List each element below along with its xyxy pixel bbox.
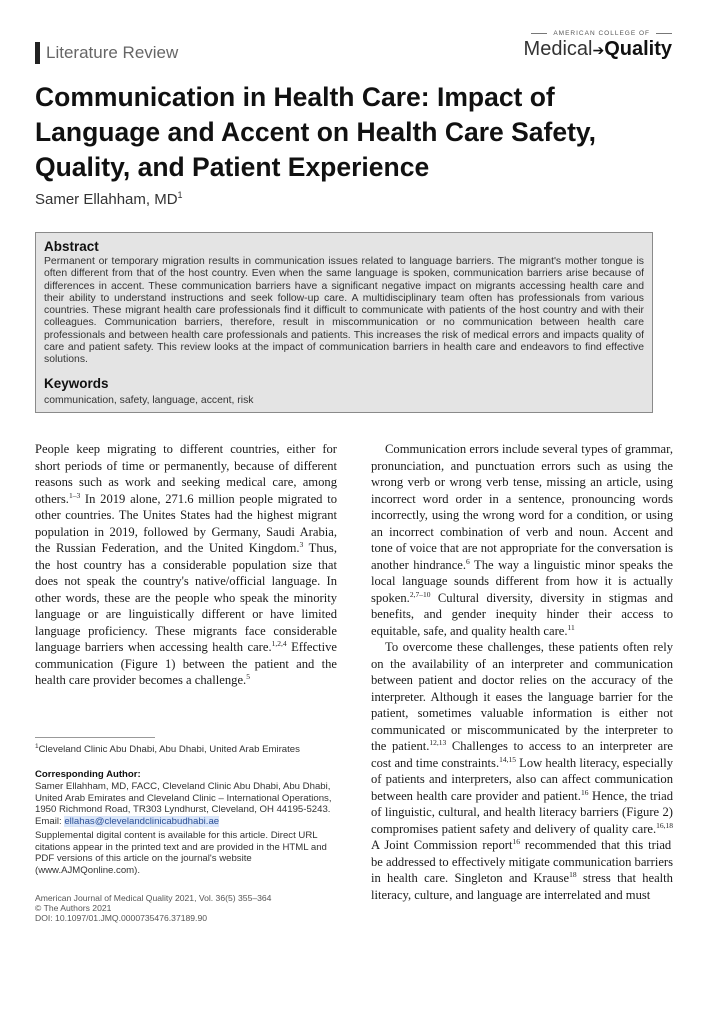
citation-ref: 18 (569, 869, 577, 879)
citation-ref: 11 (567, 622, 575, 632)
article-title: Communication in Health Care: Impact of Language and Accent on Health Care Safety, Quality, and Patient Experience (35, 82, 597, 182)
arrow-icon: ➔ (592, 42, 605, 58)
keywords-text: communication, safety, language, accent, risk (44, 395, 254, 407)
journal-citation: American Journal of Medical Quality 2021, Vol. 36(5) 355–364 © The Authors 2021 DOI: 10.1097/01.JMQ.0000735476.37189.90 (35, 893, 272, 924)
citation-ref: 1,2,4 (271, 638, 287, 648)
abstract-heading: Abstract (44, 239, 99, 254)
journal-name-quality: Quality (604, 38, 672, 60)
abstract-box (35, 232, 653, 413)
journal-org-label: AMERICAN COLLEGE OF (553, 30, 650, 37)
citation-ref: 16 (580, 787, 589, 797)
citation-ref: 16,18 (656, 820, 673, 830)
citation-ref: 12,13 (429, 737, 447, 747)
body-column-right (371, 441, 673, 903)
corresponding-author-details: Samer Ellahham, MD, FACC, Cleveland Clinic Abu Dhabi, Abu Dhabi, United Arab Emirates and Cleveland Clinic – International Operations, 1950 Richmond Road, TR303 Lyndhurst, Cleveland, OH 44195-5243. Email: ellahas@clevelandclinicabudhabi.ae (35, 781, 332, 827)
author-name: Samer Ellahham, MD (35, 191, 178, 208)
citation-ref: 6 (466, 556, 470, 566)
journal-logo (512, 30, 672, 61)
citation-ref: 1–3 (68, 490, 81, 500)
email-label: Email: (35, 815, 65, 827)
body-paragraph: Communication errors include several types of grammar, pronunciation, and punctuation errors such as using the wrong verb or wrong verb tense, missing an article, using incorrect word order in a sentence, pronouncing words incorrectly, using the wrong word for a condition, or using an incorrect combination of verb and noun. Accent and tone of voice that are not appropriate for the conversation is another hindrance.$^6$ The way a linguistic minor speaks the local language sounds different from how it is actually spoken.$^{2,7-10}$ Cultural diversity, diversity in stigmas and benefits, and gender inequity hinder their access to equitable, safe, and quality health care.$^{11}$ (371, 442, 673, 638)
citation-ref: 14,15 (499, 754, 516, 764)
body-paragraph: To overcome these challenges, these patients often rely on the availability of an interpreter and communication between patient and doctor relies on the accuracy of the interpreter. Although it eases the language barrier for the patient, sometimes valuable information is either not communicated or miscommunicated by the interpreter to the patient.$^{12,13}$ Challenges to access to an interpreter are cost and time constraints.$^{14,15}$ Low health literacy, especially of patients and interpreters, also can affect communication between health care provider and patient.$^{16}$ Hence, the triad of linguistic, cultural, and health literacy barriers (Figure 2) compromises patient safety and delivery of quality care.$^{16,18}$ A Joint Commission report$^{16}$ recommended that this triad be addressed to effectively mitigate communication barriers in health care. Singleton and Krause$^{18}$ stress that health literacy, culture, and language are interrelated and must (371, 640, 674, 902)
body-column-left (35, 441, 337, 689)
author-line (35, 190, 183, 208)
footnote-divider (35, 737, 155, 738)
section-label: Literature Review (35, 42, 178, 64)
citation-ref: 5 (246, 671, 250, 681)
body-paragraph: People keep migrating to different countries, either for short periods of time or permanently, because of different reasons such as work and seeking medical care, among others.$^{1-3}$ In 2019 alone, 271.6 million people migrated to other countries. The Unites States had the highest migrant population in 2019, followed by Germany, Saudi Arabia, the Russian Federation, and the United Kingdom.$^3$ Thus, the host country has a considerable population size that does not speak the country's native/official language. In other words, these are the people who speak the minority language or are linguistically different or have limited language proficiency. These migrants face considerable language barriers when accessing health care.$^{1,2,4}$ Effective communication (Figure 1) between the patient and the health care provider becomes a challenge.$^5$ (35, 442, 337, 687)
corresponding-author-heading: Corresponding Author: (35, 769, 141, 780)
journal-name-medical: Medical (523, 38, 593, 60)
logo-rule-right (656, 33, 672, 34)
keywords-heading: Keywords (44, 376, 109, 392)
email-link[interactable]: ellahas@clevelandclinicabudhabi.ae (64, 815, 220, 827)
affiliation-footnote: $^1$Cleveland Clinic Abu Dhabi, Abu Dhabi, United Arab Emirates (35, 742, 300, 755)
abstract-text: Permanent or temporary migration results in communication issues related to language barriers. The migrant's mother tongue is often different from that of the host country. Even when the same language is spoken, communication barriers arise because of differences in accent. These communication barriers have a significant negative impact on migrants accessing health care and their ability to understand instructions and seek follow-up care. A multidisciplinary team often has professionals from various countries. These migrant health care professionals find it difficult to communicate with patients of the host country and with their colleagues. Communication barriers, therefore, result in miscommunication or no communication between health care professionals and between health care professionals and patients. This increases the risk of medical errors and impacts quality of care and patient safety. This review looks at the impact of communication barriers in health care and endeavors to find effective solutions. (44, 256, 644, 365)
citation-ref: 3 (299, 539, 304, 549)
citation-ref: 16 (512, 836, 520, 846)
logo-rule-left (531, 33, 547, 34)
supplemental-note: Supplemental digital content is available for this article. Direct URL citations appear in the printed text and are provided in the HTML and PDF versions of this article on the journal's website (www.AJMQonline.com). (35, 830, 327, 876)
author-affiliation-marker: 1 (177, 190, 183, 200)
citation-ref: 2,7–10 (409, 589, 431, 599)
